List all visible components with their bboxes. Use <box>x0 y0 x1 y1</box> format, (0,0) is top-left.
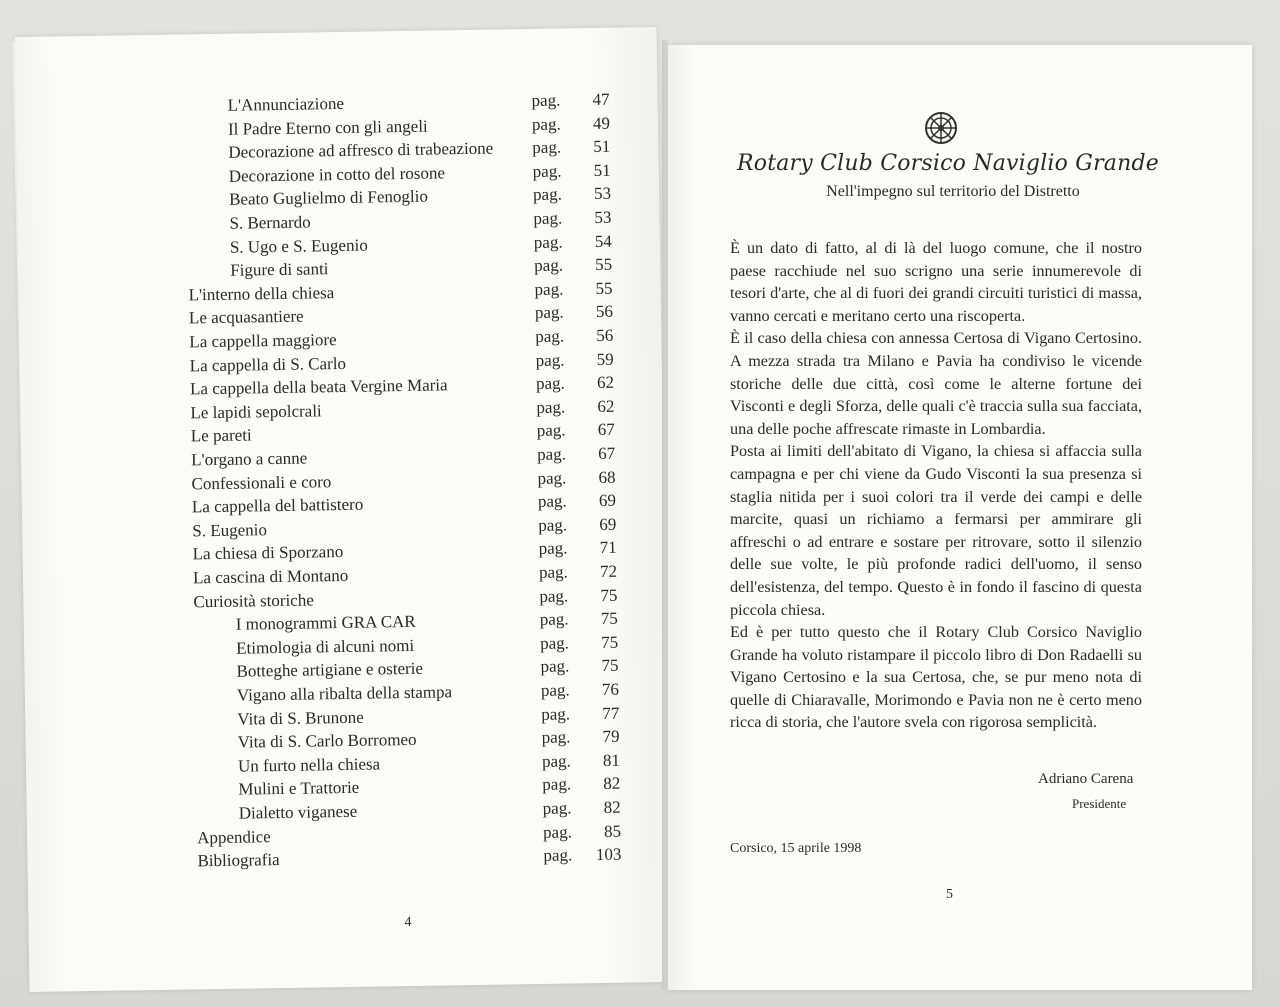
toc-entry-title: S. Ugo e S. Eugenio <box>229 235 368 257</box>
toc-entry-pag: pag. <box>535 326 565 346</box>
paragraph: È il caso della chiesa con annessa Certosa di Vigano Certosino. A mezza strada tra Milano e Pavia ha condiviso le vicende storiche delle due città, così come le alterne fortune dei Visconti e degli Sforza, delle quali c'è traccia sulla sua facciata, una delle poche affrescate rimaste in Lombardia. <box>730 329 1142 438</box>
left-page <box>15 27 672 992</box>
toc-entry-pag: pag. <box>537 468 567 488</box>
toc-entry-pag: pag. <box>538 515 568 535</box>
right-page-number: 5 <box>946 887 953 902</box>
toc-entry-title: Le pareti <box>190 425 252 446</box>
toc-entry-title: La chiesa di Sporzano <box>192 542 344 564</box>
toc-entry-title: Etimologia di alcuni nomi <box>236 635 415 658</box>
toc-entry-title: Botteghe artigiane e osterie <box>236 659 424 682</box>
toc-entry-title: L'interno della chiesa <box>188 282 335 305</box>
toc-entry-title: Mulini e Trattorie <box>238 778 360 800</box>
toc-entry-page-number: 62 <box>597 396 615 416</box>
toc-entry-page-number: 82 <box>603 797 621 817</box>
toc-entry-title: La cappella del battistero <box>191 494 364 517</box>
toc-entry-page-number: 59 <box>596 349 614 369</box>
toc-entry-title: Le acquasantiere <box>188 306 304 328</box>
table-of-contents <box>15 27 672 992</box>
toc-entry-pag: pag. <box>533 232 563 252</box>
toc-entry-page-number: 54 <box>594 231 612 251</box>
toc-entry-pag: pag. <box>537 491 567 512</box>
toc-entry-pag: pag. <box>539 633 570 653</box>
toc-entry-page-number: 75 <box>600 608 618 629</box>
toc-entry-pag: pag. <box>538 538 568 559</box>
toc-entry-page-number: 55 <box>595 278 613 298</box>
toc-entry-pag: pag. <box>535 350 565 370</box>
toc-entry-pag: pag. <box>535 373 565 394</box>
toc-entry-page-number: 47 <box>592 89 610 110</box>
toc-entry-title: La cappella di S. Carlo <box>189 353 347 375</box>
toc-entry-pag: pag. <box>534 302 564 323</box>
toc-entry-pag: pag. <box>541 751 571 771</box>
toc-entry-title: Decorazione ad affresco di trabeazione <box>228 138 494 162</box>
toc-entry-title: I monogrammi GRA CAR <box>235 612 416 634</box>
toc-entry-page-number: 79 <box>602 726 620 747</box>
toc-entry-page-number: 53 <box>593 184 612 204</box>
toc-entry-page-number: 51 <box>593 160 611 180</box>
club-subtitle: Nell'impegno sul territorio del Distretto <box>826 183 1080 200</box>
toc-entry-page-number: 67 <box>598 443 616 463</box>
toc-entry-pag: pag. <box>542 798 572 818</box>
toc-entry-title: Un furto nella chiesa <box>237 754 381 776</box>
toc-entry-page-number: 56 <box>595 302 614 322</box>
toc-entry-pag: pag. <box>542 822 573 842</box>
toc-entry-pag: pag. <box>531 114 561 134</box>
toc-entry-pag: pag. <box>541 704 571 724</box>
toc-entry-page-number: 81 <box>602 750 621 770</box>
toc-entry-pag: pag. <box>532 137 562 158</box>
toc-entry-page-number: 62 <box>596 372 615 393</box>
toc-entry-title: La cascina di Montano <box>192 565 349 588</box>
place-date: Corsico, 15 aprile 1998 <box>730 841 862 856</box>
toc-entry-pag: pag. <box>534 255 564 276</box>
toc-entry-title: L'Annunciazione <box>227 93 345 115</box>
signature-role: Presidente <box>1072 796 1127 811</box>
toc-entry-title: Vita di S. Brunone <box>237 707 364 729</box>
toc-entry-page-number: 85 <box>603 821 622 841</box>
toc-entry-page-number: 55 <box>595 254 613 275</box>
toc-entry-page-number: 82 <box>603 774 621 794</box>
toc-entry-page-number: 53 <box>594 207 612 228</box>
toc-entry-pag: pag. <box>533 208 563 228</box>
toc-entry-pag: pag. <box>539 586 569 606</box>
paragraph: Ed è per tutto questo che il Rotary Club Corsico Naviglio Grande ha voluto ristampare il piccolo libro di Don Radaelli su Vigano Certosino e la sua Certosa, che, se pur meno nota di quelle di Chiaravalle, Morimondo e Pavia non ne è certo meno ricca di storia, che l'autore svela con rigorosa semplicità. <box>730 623 1142 732</box>
toc-entry-page-number: 69 <box>599 514 617 534</box>
toc-entry-title: L'organo a canne <box>191 448 308 470</box>
toc-entry-title: Dialetto viganese <box>238 801 358 823</box>
toc-entry-page-number: 72 <box>599 561 618 581</box>
toc-entry-page-number: 51 <box>593 136 611 157</box>
toc-entry-pag: pag. <box>538 562 568 582</box>
toc-entry-page-number: 77 <box>602 703 620 723</box>
toc-entry-title: Vita di S. Carlo Borromeo <box>237 730 417 752</box>
toc-entry-page-number: 75 <box>600 585 618 605</box>
toc-entry-title: Curiosità storiche <box>193 590 314 611</box>
toc-entry-page-number: 75 <box>600 632 619 652</box>
toc-entry-page-number: 71 <box>599 538 617 558</box>
toc-entry-title: Confessionali e coro <box>191 471 332 493</box>
toc-entry-page-number: 67 <box>597 420 615 440</box>
toc-entry-pag: pag. <box>532 161 562 181</box>
toc-entry-title: Decorazione in cotto del rosone <box>228 163 446 186</box>
toc-entry-title: S. Eugenio <box>192 519 268 541</box>
toc-entry-page-number: 69 <box>598 490 617 511</box>
toc-entry-page-number: 56 <box>596 325 614 345</box>
toc-entry-pag: pag. <box>543 845 573 866</box>
toc-entry-page-number: 103 <box>595 844 622 865</box>
toc-entry-pag: pag. <box>531 90 561 110</box>
toc-entry-title: La cappella della beata Vergine Maria <box>189 375 448 399</box>
toc-entry-title: Bibliografia <box>197 850 280 871</box>
toc-entry-pag: pag. <box>540 680 570 700</box>
toc-entry-page-number: 49 <box>592 113 611 133</box>
toc-entry-pag: pag. <box>537 444 567 464</box>
toc-entry-title: Vigano alla ribalta della stampa <box>236 682 453 705</box>
toc-entry-title: Beato Guglielmo di Fenoglio <box>228 187 429 210</box>
toc-entry-title: La cappella maggiore <box>189 330 337 352</box>
toc-entry-title: Appendice <box>196 826 271 847</box>
toc-entry-pag: pag. <box>539 609 569 630</box>
toc-entry-page-number: 68 <box>598 467 616 487</box>
paragraph: È un dato di fatto, al di là del luogo comune, che il nostro paese racchiude nel suo scrigno una serie innumerevole di tesori d'arte, che al di fuori dei grandi circuiti turistici di massa, vanno cercati e meritano certo una riscoperta. <box>730 239 1142 325</box>
right-page <box>668 45 1252 990</box>
toc-entry-pag: pag. <box>540 656 570 677</box>
toc-entry-title: Figure di santi <box>230 259 329 280</box>
toc-entry-pag: pag. <box>536 397 566 417</box>
toc-entry-pag: pag. <box>536 420 566 441</box>
toc-entry-title: S. Bernardo <box>229 212 311 233</box>
club-title: Rotary Club Corsico Naviglio Grande <box>736 151 1159 176</box>
toc-entry-title: Le lapidi sepolcrali <box>190 401 322 423</box>
rotary-wheel-icon <box>924 111 958 145</box>
toc-entry-pag: pag. <box>542 774 572 795</box>
toc-entry-pag: pag. <box>532 184 563 205</box>
paragraph: Posta ai limiti dell'abitato di Vigano, la chiesa si affaccia sulla campagna e per chi viene da Gudo Visconti la sua presenza si staglia nitida per i suoi colori tra il verde dei campi e delle marcite, quasi un richiamo a fermarsi per ammirare gli affreschi o ad entrare e sostare per ritrovare, sotto il silenzio delle sue volte, le più profonde radici dell'uomo, il senso dell'esistenza, del tempo. Questo è in fondo il fascino di questa piccola chiesa. <box>730 442 1142 619</box>
signature-name: Adriano Carena <box>1038 771 1134 787</box>
left-page-number: 4 <box>404 914 412 931</box>
toc-entry-title: Il Padre Eterno con gli angeli <box>227 116 428 139</box>
body-text <box>730 237 1142 734</box>
toc-entry-pag: pag. <box>534 279 564 299</box>
toc-entry-page-number: 76 <box>601 679 620 699</box>
toc-entry-pag: pag. <box>541 727 571 748</box>
toc-entry-page-number: 75 <box>601 656 619 676</box>
